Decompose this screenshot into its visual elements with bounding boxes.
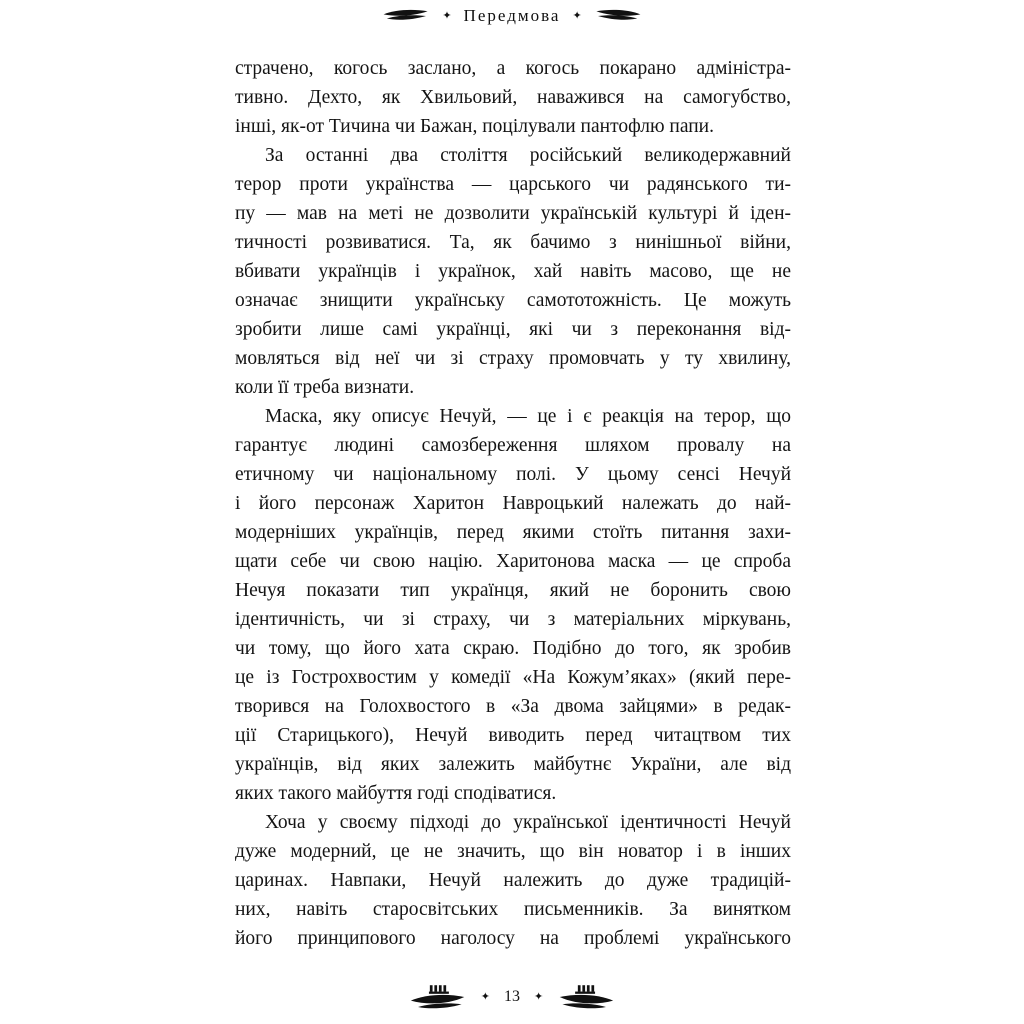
crowned-leaf-flourish-left-icon bbox=[409, 984, 467, 1010]
text-line: українців, від яких залежить майбутнє України, але від bbox=[235, 754, 791, 775]
crowned-leaf-flourish-right-icon bbox=[557, 984, 615, 1010]
text-line: тивно. Дехто, як Хвильовий, наважився на самогубство, bbox=[235, 87, 791, 108]
text-block bbox=[235, 54, 791, 953]
text-line: гарантує людині самозбереження шляхом провалу на bbox=[235, 435, 791, 456]
text-line: царинах. Навпаки, Нечуй належить до дуже традицій- bbox=[235, 870, 791, 891]
text-line: За останні два століття російський великодержавний bbox=[265, 145, 791, 166]
text-line: страчено, когось заслано, а когось покарано адміністра- bbox=[235, 58, 791, 79]
text-line: щати себе чи свою націю. Харитонова маска — це спроба bbox=[235, 551, 791, 572]
text-line: Маска, яку описує Нечуй, — це і є реакція на терор, що bbox=[265, 406, 791, 427]
text-line: тичності розвиватися. Та, як бачимо з нинішньої війни, bbox=[235, 232, 791, 253]
text-line: вбивати українців і українок, хай навіть масово, ще не bbox=[235, 261, 791, 282]
text-line: чи тому, що його хата скраю. Подібно до того, як зробив bbox=[235, 638, 791, 659]
text-line: ідентичність, чи зі страху, чи з матеріальних міркувань, bbox=[235, 609, 791, 630]
text-line: означає знищити українську самототожність. Це можуть bbox=[235, 290, 791, 311]
feather-leaf-flourish-left-icon bbox=[382, 8, 430, 24]
text-line: пу — мав на меті не дозволити українській культурі й іден- bbox=[235, 203, 791, 224]
text-line: етичному чи національному полі. У цьому сенсі Нечуй bbox=[235, 464, 791, 485]
text-line: ції Старицького), Нечуй виводить перед читацтвом тих bbox=[235, 725, 791, 746]
chapter-title: Передмова bbox=[463, 6, 561, 25]
text-line: яких такого майбуття годі сподіватися. bbox=[235, 783, 557, 804]
four-pointed-star-icon: ✦ bbox=[442, 9, 452, 22]
text-line: мовляться від неї чи зі страху промовчать у ту хвилину, bbox=[235, 348, 791, 369]
four-pointed-star-icon: ✦ bbox=[534, 990, 544, 1003]
text-line: творився на Голохвостого в «За двома зайцями» в редак- bbox=[235, 696, 791, 717]
four-pointed-star-icon: ✦ bbox=[572, 9, 582, 22]
text-line: дуже модерний, це не значить, що він новатор і в інших bbox=[235, 841, 791, 862]
text-line: терор проти українства — царського чи радянського ти- bbox=[235, 174, 791, 195]
text-line: його принципового наголосу на проблемі українського bbox=[235, 928, 791, 949]
text-line: і його персонаж Харитон Навроцький належать до най- bbox=[235, 493, 791, 514]
feather-leaf-flourish-right-icon bbox=[594, 8, 642, 24]
text-line: це із Гострохвостим у комедії «На Кожум’яках» (який пере- bbox=[235, 667, 791, 688]
text-line: Нечуя показати тип українця, який не боронить свою bbox=[235, 580, 791, 601]
text-line: Хоча у своєму підході до української ідентичності Нечуй bbox=[265, 812, 791, 833]
page-number: 13 bbox=[504, 988, 520, 1005]
page-footer bbox=[0, 982, 1024, 1012]
text-line: інші, як-от Тичина чи Бажан, поцілували пантофлю папи. bbox=[235, 116, 714, 137]
text-line: них, навіть старосвітських письменників. За винятком bbox=[235, 899, 791, 920]
text-line: зробити лише самі українці, які чи з переконання від- bbox=[235, 319, 791, 340]
text-line: модерніших українців, перед якими стоїть питання захи- bbox=[235, 522, 791, 543]
four-pointed-star-icon: ✦ bbox=[480, 990, 490, 1003]
running-head bbox=[0, 4, 1024, 28]
text-line: коли її треба визнати. bbox=[235, 377, 415, 398]
